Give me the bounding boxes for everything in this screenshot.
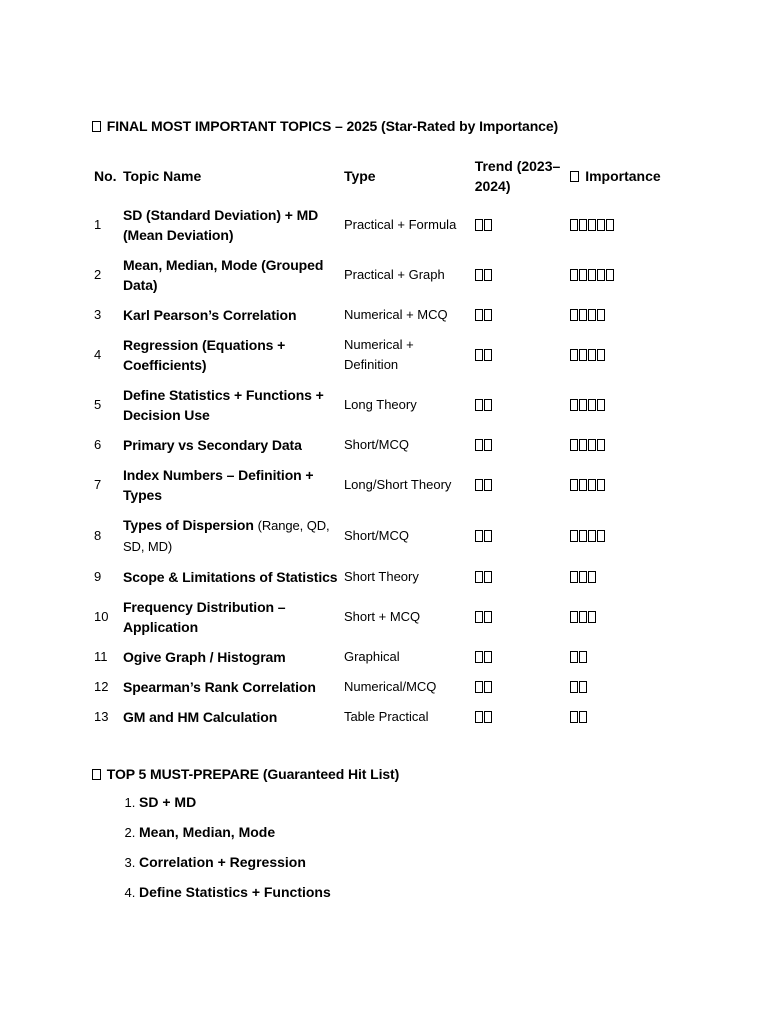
table-row	[92, 330, 692, 380]
trend-icon	[475, 439, 483, 451]
trend-icon	[484, 571, 492, 583]
star-icon	[597, 530, 605, 542]
star-icon	[570, 439, 578, 451]
topic-name	[121, 592, 342, 642]
star-icon-group	[570, 437, 606, 453]
topic-name	[121, 702, 342, 732]
trend-icon	[484, 349, 492, 361]
topic-name	[121, 460, 342, 510]
star-icon-group	[570, 217, 615, 233]
trend-icon	[484, 530, 492, 542]
topic-type: Short/MCQ	[343, 437, 409, 452]
table-body	[92, 200, 692, 732]
star-icon	[588, 399, 596, 411]
missing-glyph-icon	[92, 121, 101, 132]
trend-icon	[475, 399, 483, 411]
importance-rating	[568, 380, 692, 430]
star-icon	[570, 651, 578, 663]
star-icon	[579, 611, 587, 623]
star-icon	[597, 479, 605, 491]
star-icon	[570, 349, 578, 361]
star-icon	[579, 711, 587, 723]
table-row	[92, 200, 692, 250]
topic-type: Long/Short Theory	[343, 477, 452, 492]
topic-name	[121, 200, 342, 250]
table-row	[92, 380, 692, 430]
topic-name-text: GM and HM Calculation	[122, 709, 278, 725]
trend-indicator	[473, 460, 569, 510]
star-icon	[597, 349, 605, 361]
trend-indicator	[473, 380, 569, 430]
trend-icon	[475, 269, 483, 281]
topic-type: Table Practical	[343, 709, 429, 724]
top5-heading-text: TOP 5 MUST-PREPARE (Guaranteed Hit List)	[106, 766, 400, 782]
main-heading-text: FINAL MOST IMPORTANT TOPICS – 2025 (Star-Rated by Importance)	[106, 118, 559, 134]
trend-icon	[475, 711, 483, 723]
star-icon	[597, 399, 605, 411]
trend-icon	[484, 219, 492, 231]
topic-name-text: Types of Dispersion	[122, 517, 254, 533]
trend-icon	[475, 349, 483, 361]
row-number: 3	[94, 307, 102, 322]
header-type: Type	[343, 168, 376, 184]
topic-type: Numerical + MCQ	[343, 307, 448, 322]
table-row	[92, 430, 692, 460]
table-row	[92, 642, 692, 672]
row-number: 9	[94, 569, 102, 584]
top5-heading	[92, 766, 692, 782]
topic-name-text: Mean, Median, Mode (Grouped Data)	[122, 257, 324, 293]
star-icon	[597, 269, 605, 281]
row-number: 10	[94, 609, 109, 624]
topic-name-text: Ogive Graph / Histogram	[122, 649, 286, 665]
row-number: 4	[94, 347, 102, 362]
star-icon-group	[570, 477, 606, 493]
trend-indicator	[473, 250, 569, 300]
topic-type: Short + MCQ	[343, 609, 421, 624]
trend-icon	[484, 269, 492, 281]
star-icon-group	[570, 267, 615, 283]
topic-name	[121, 380, 342, 430]
trend-indicator	[473, 300, 569, 330]
star-icon	[588, 611, 596, 623]
table-row	[92, 300, 692, 330]
trend-icon	[484, 309, 492, 321]
importance-rating	[568, 250, 692, 300]
star-icon-group	[570, 347, 606, 363]
star-icon	[570, 399, 578, 411]
star-icon	[606, 219, 614, 231]
importance-rating	[568, 562, 692, 592]
trend-icon-group	[475, 528, 493, 544]
top5-list	[92, 792, 692, 902]
star-icon	[579, 219, 587, 231]
importance-rating	[568, 300, 692, 330]
topic-type: Numerical + Definition	[343, 337, 414, 372]
topic-name-text: Primary vs Secondary Data	[122, 437, 302, 453]
star-icon	[588, 309, 596, 321]
main-heading	[92, 118, 692, 134]
topic-type: Short Theory	[343, 569, 419, 584]
star-icon	[579, 309, 587, 321]
row-number: 13	[94, 709, 109, 724]
star-icon	[570, 219, 578, 231]
star-icon-group	[570, 397, 606, 413]
star-icon	[579, 269, 587, 281]
header-no: No.	[94, 168, 117, 184]
header-topic: Topic Name	[122, 168, 202, 184]
trend-icon-group	[475, 437, 493, 453]
star-icon	[570, 269, 578, 281]
topics-table	[92, 152, 692, 732]
star-icon-group	[570, 569, 597, 585]
row-number: 11	[94, 649, 108, 664]
star-icon	[588, 479, 596, 491]
star-icon	[579, 681, 587, 693]
star-icon-group	[570, 709, 588, 725]
list-item: 1. SD + MD	[139, 792, 692, 812]
trend-icon	[475, 571, 483, 583]
trend-icon	[484, 681, 492, 693]
star-icon	[570, 309, 578, 321]
trend-icon	[484, 479, 492, 491]
document-page	[92, 118, 692, 912]
star-icon	[570, 530, 578, 542]
star-icon	[588, 571, 596, 583]
trend-icon	[475, 681, 483, 693]
trend-icon	[475, 479, 483, 491]
star-icon	[570, 479, 578, 491]
topic-name	[121, 300, 342, 330]
topic-name	[121, 430, 342, 460]
star-icon	[570, 571, 578, 583]
star-icon	[597, 439, 605, 451]
trend-icon-group	[475, 609, 493, 625]
trend-icon	[475, 611, 483, 623]
star-icon	[588, 269, 596, 281]
topic-type: Practical + Graph	[343, 267, 445, 282]
missing-glyph-icon	[570, 171, 579, 182]
topic-name	[121, 642, 342, 672]
trend-icon	[484, 399, 492, 411]
trend-indicator	[473, 642, 569, 672]
topic-name	[121, 250, 342, 300]
trend-indicator	[473, 330, 569, 380]
importance-rating	[568, 430, 692, 460]
row-number: 2	[94, 267, 102, 282]
trend-icon-group	[475, 397, 493, 413]
star-icon	[579, 530, 587, 542]
row-number: 7	[94, 477, 102, 492]
trend-icon	[475, 651, 483, 663]
trend-icon-group	[475, 267, 493, 283]
trend-icon-group	[475, 477, 493, 493]
importance-rating	[568, 460, 692, 510]
star-icon	[579, 349, 587, 361]
topic-name-text: Define Statistics + Functions + Decision Use	[122, 387, 324, 423]
star-icon-group	[570, 307, 606, 323]
header-importance-text: Importance	[585, 168, 661, 184]
row-number: 5	[94, 397, 102, 412]
trend-icon	[475, 219, 483, 231]
trend-icon	[475, 309, 483, 321]
list-item: 3. Correlation + Regression	[139, 852, 692, 872]
trend-icon-group	[475, 569, 493, 585]
importance-rating	[568, 642, 692, 672]
table-row	[92, 672, 692, 702]
topic-type: Numerical/MCQ	[343, 679, 437, 694]
star-icon	[579, 399, 587, 411]
table-row	[92, 562, 692, 592]
topic-name-text: Regression (Equations + Coefficients)	[122, 337, 286, 373]
topic-type: Short/MCQ	[343, 528, 409, 543]
star-icon-group	[570, 679, 588, 695]
star-icon-group	[570, 649, 588, 665]
table-row	[92, 592, 692, 642]
topic-name	[121, 510, 342, 562]
header-trend: Trend (2023–2024)	[474, 158, 561, 194]
list-item: 2. Mean, Median, Mode	[139, 822, 692, 842]
trend-indicator	[473, 672, 569, 702]
star-icon	[588, 349, 596, 361]
topic-type: Practical + Formula	[343, 217, 457, 232]
trend-icon-group	[475, 679, 493, 695]
trend-indicator	[473, 200, 569, 250]
trend-icon-group	[475, 217, 493, 233]
trend-icon-group	[475, 649, 493, 665]
trend-indicator	[473, 510, 569, 562]
importance-rating	[568, 510, 692, 562]
trend-icon	[484, 611, 492, 623]
star-icon	[579, 651, 587, 663]
star-icon	[597, 219, 605, 231]
trend-indicator	[473, 592, 569, 642]
row-number: 8	[94, 528, 102, 543]
topic-type: Long Theory	[343, 397, 417, 412]
table-row	[92, 510, 692, 562]
topic-name-text: Frequency Distribution – Application	[122, 599, 286, 635]
topic-name-text: Index Numbers – Definition + Types	[122, 467, 314, 503]
star-icon	[597, 309, 605, 321]
trend-indicator	[473, 562, 569, 592]
row-number: 12	[94, 679, 109, 694]
star-icon	[588, 439, 596, 451]
topic-name	[121, 672, 342, 702]
importance-rating	[568, 672, 692, 702]
trend-icon-group	[475, 709, 493, 725]
star-icon	[570, 711, 578, 723]
header-importance	[568, 152, 692, 200]
star-icon	[579, 439, 587, 451]
trend-indicator	[473, 430, 569, 460]
topic-name-text: Spearman’s Rank Correlation	[122, 679, 316, 695]
star-icon	[570, 681, 578, 693]
star-icon-group	[570, 528, 606, 544]
trend-icon	[484, 651, 492, 663]
importance-rating	[568, 702, 692, 732]
topic-detail-text: (Range, QD, SD, MD)	[122, 518, 330, 554]
trend-icon	[484, 711, 492, 723]
trend-icon	[475, 530, 483, 542]
row-number: 6	[94, 437, 102, 452]
top5-section	[92, 766, 692, 902]
star-icon	[606, 269, 614, 281]
table-row	[92, 460, 692, 510]
topic-name	[121, 562, 342, 592]
trend-icon-group	[475, 347, 493, 363]
importance-rating	[568, 592, 692, 642]
topic-type: Graphical	[343, 649, 400, 664]
trend-icon-group	[475, 307, 493, 323]
trend-indicator	[473, 702, 569, 732]
topic-name	[121, 330, 342, 380]
missing-glyph-icon	[92, 769, 101, 780]
list-item: 4. Define Statistics + Functions	[139, 882, 692, 902]
row-number: 1	[94, 217, 102, 232]
topic-name-text: Karl Pearson’s Correlation	[122, 307, 297, 323]
table-row	[92, 250, 692, 300]
topic-name-text: SD (Standard Deviation) + MD (Mean Deviation)	[122, 207, 319, 243]
importance-rating	[568, 200, 692, 250]
table-header-row	[92, 152, 692, 200]
star-icon	[588, 530, 596, 542]
table-row	[92, 702, 692, 732]
star-icon	[579, 571, 587, 583]
star-icon	[579, 479, 587, 491]
star-icon	[588, 219, 596, 231]
star-icon	[570, 611, 578, 623]
importance-rating	[568, 330, 692, 380]
trend-icon	[484, 439, 492, 451]
star-icon-group	[570, 609, 597, 625]
topic-name-text: Scope & Limitations of Statistics	[122, 569, 338, 585]
